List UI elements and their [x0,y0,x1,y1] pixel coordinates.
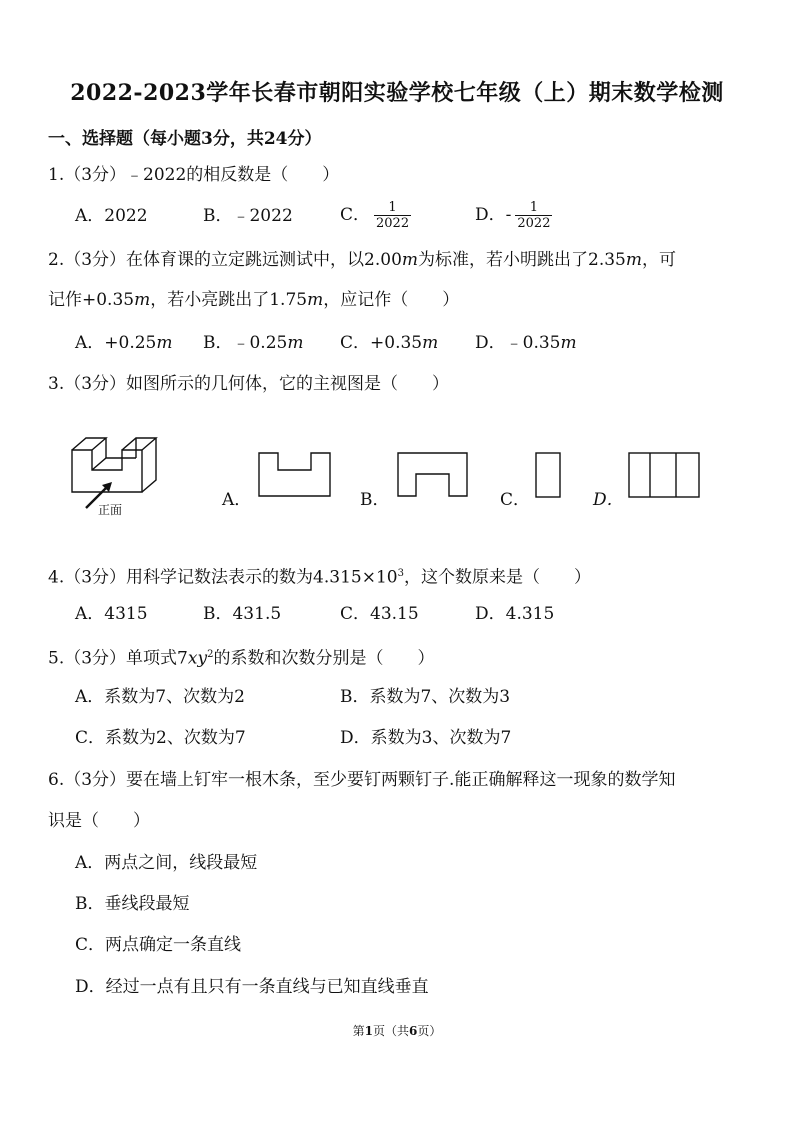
footer-text: 页（共 [372,1024,409,1038]
question-1-option-c[interactable] [340,200,411,231]
option-text: A．+0.25 [75,333,157,353]
question-4-option-a[interactable]: A．4315 [75,604,148,624]
question-6-option-d[interactable]: D．经过一点有且只有一条直线与已知直线垂直 [75,977,429,997]
footer-text: 第 [352,1024,365,1038]
exponent: 3 [397,568,404,579]
unit: m [422,333,439,353]
front-view-label: 正面 [98,503,123,517]
question-4-option-d[interactable]: D．4.315 [475,604,555,624]
stem-text: ，可 [642,250,676,270]
question-2-stem-line1 [48,247,676,273]
question-6-stem-line1: 6.（3分）要在墙上钉牢一根木条，至少要钉两颗钉子.能正确解释这一现象的数学知 [48,770,676,790]
exponent: 2 [207,649,214,660]
variables: xy [187,648,208,669]
total-pages: 6 [409,1024,418,1038]
question-6-option-c[interactable]: C．两点确定一条直线 [75,935,242,955]
option-d-prefix: D．- [475,205,512,225]
question-3-stem: 3.（3分）如图所示的几何体，它的主视图是（ ） [48,374,450,394]
question-5-option-b[interactable]: B．系数为7、次数为3 [340,687,511,707]
unit: m [560,333,577,353]
question-2-option-b[interactable] [203,330,303,356]
stem-text: 的系数和次数分别是（ ） [213,648,435,669]
question-1-option-d[interactable] [475,200,552,231]
unit: m [307,290,324,310]
fraction-denominator: 2022 [517,216,551,231]
option-text: D．﹣0.35 [475,333,561,353]
page-title: 2022-2023学年长春市朝阳实验学校七年级（上）期末数学检测 [70,80,724,106]
question-3-option-c-figure[interactable] [535,452,561,498]
coefficient: 7 [177,648,188,669]
question-3-option-b-figure[interactable] [397,452,469,498]
fraction [374,200,411,231]
question-2-stem-line2 [48,287,459,313]
fraction [515,200,552,231]
option-text: B．﹣0.25 [203,333,288,353]
question-1-option-a[interactable]: A．2022 [75,206,148,226]
question-6-stem-line2: 识是（ ） [48,811,150,831]
stem-text: ，这个数原来是（ ） [403,567,591,588]
question-2-option-c[interactable] [340,330,438,356]
question-2-option-a[interactable] [75,330,173,356]
question-5-stem [48,642,434,672]
fraction-denominator: 2022 [376,216,410,231]
question-6-option-b[interactable]: B．垂线段最短 [75,894,190,914]
question-5-option-d[interactable]: D．系数为3、次数为7 [340,728,512,748]
stem-text: 5.（3分）单项式 [48,648,178,669]
question-5-option-a[interactable]: A．系数为7、次数为2 [75,687,245,707]
question-3-option-c-label[interactable]: C． [500,490,531,510]
section-heading: 一、选择题（每小题3分，共24分） [48,129,322,149]
unit: m [156,333,173,353]
page-number: 1 [364,1024,373,1038]
question-1-stem: 1.（3分）﹣2022的相反数是（ ） [48,165,340,185]
fraction-numerator: 1 [388,200,397,215]
stem-text: 记作+0.35 [48,290,135,310]
stem-text: 为标准，若小明跳出了2.35 [418,250,626,270]
option-c-prefix: C． [340,205,371,225]
question-3-option-d-figure[interactable] [628,452,700,498]
question-2-option-d[interactable] [475,330,577,356]
fraction-numerator: 1 [529,200,539,215]
question-6-option-a[interactable]: A．两点之间，线段最短 [75,853,258,873]
question-3-option-a-label[interactable]: A． [222,490,252,510]
stem-text: ，若小亮跳出了1.75 [150,290,308,310]
page-footer [0,1022,794,1039]
question-4-stem [48,561,591,591]
unit: m [401,250,419,270]
stem-text: 4.（3分）用科学记数法表示的数为4.315×10 [48,567,398,588]
question-3-option-a-figure[interactable] [258,452,332,498]
unit: m [134,290,151,310]
unit: m [287,333,304,353]
question-3-option-d-label[interactable]: D． [593,490,624,510]
question-5-option-c[interactable]: C．系数为2、次数为7 [75,728,246,748]
question-1-option-b[interactable]: B．﹣2022 [203,206,293,226]
question-3-option-b-label[interactable]: B． [360,490,390,510]
stem-text: 2.（3分）在体育课的立定跳远测试中，以2.00 [48,250,402,270]
question-4-option-c[interactable]: C．43.15 [340,604,419,624]
option-text: C．+0.35 [340,333,423,353]
question-4-option-b[interactable]: B．431.5 [203,604,282,624]
footer-text: 页） [417,1024,442,1038]
unit: m [625,250,642,270]
stem-text: ，应记作（ ） [323,290,460,310]
